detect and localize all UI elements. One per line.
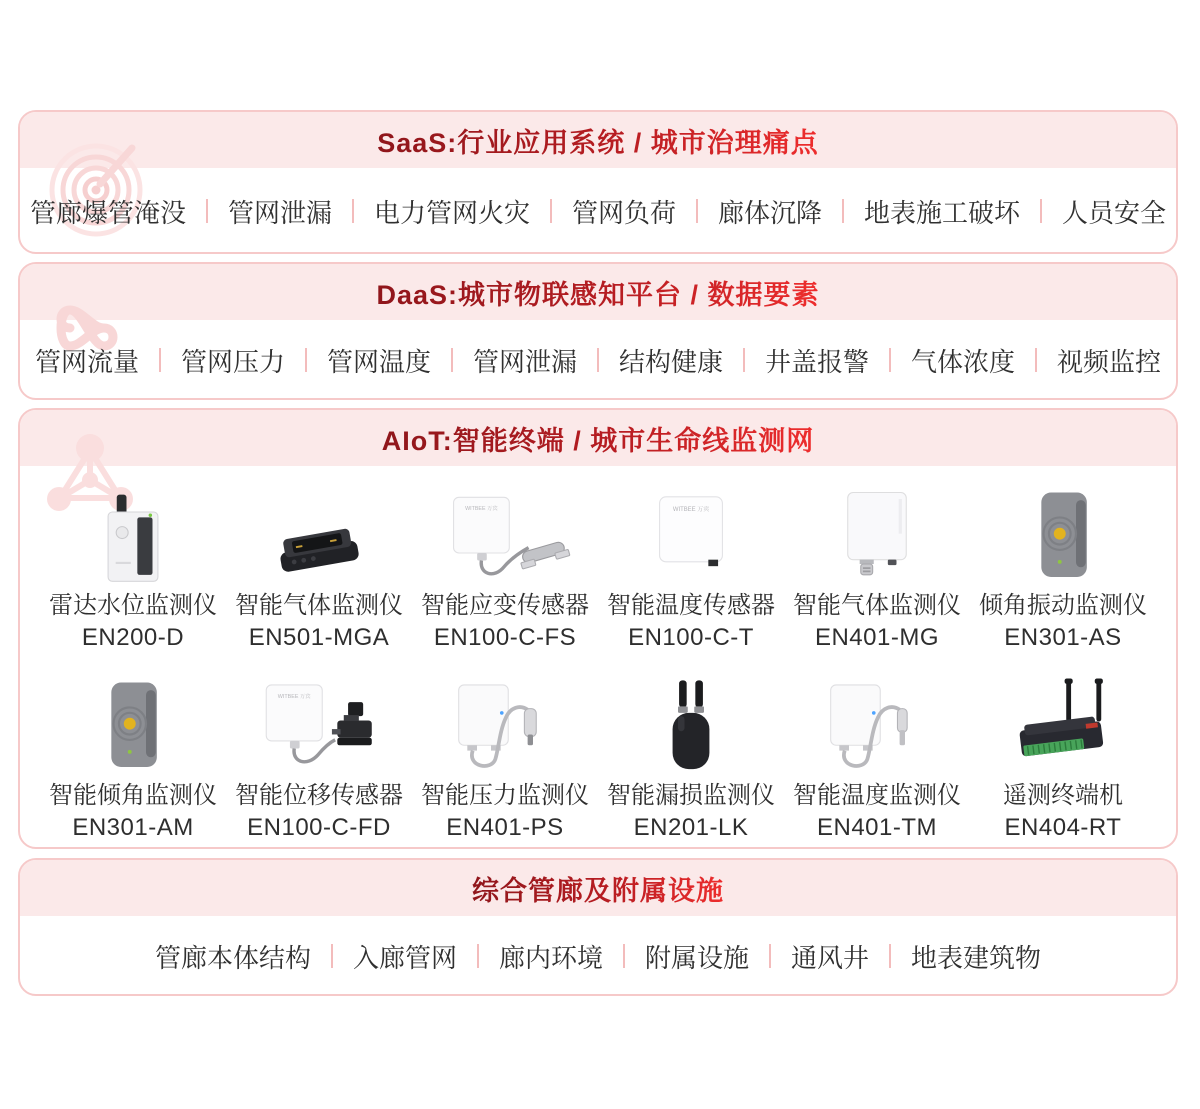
list-item: 地表建筑物 — [911, 942, 1042, 973]
product-name: 智能漏损监测仪 — [607, 782, 775, 809]
list-item: 廊体沉降 — [718, 197, 823, 228]
device-image-en100-c-fd — [226, 660, 412, 780]
facility-title: 综合管廊及附属设施 — [472, 869, 724, 908]
product-card — [40, 660, 226, 849]
product-model: EN401-PS — [446, 814, 564, 841]
item-divider — [769, 944, 771, 968]
daas-header — [20, 264, 1176, 320]
product-model: EN100-C-T — [628, 624, 754, 651]
product-card — [970, 660, 1156, 849]
card-saas — [18, 110, 1178, 254]
list-item: 管网负荷 — [571, 197, 676, 228]
list-item: 通风井 — [791, 942, 870, 973]
item-divider — [696, 199, 698, 223]
product-model: EN301-AS — [1004, 624, 1122, 651]
saas-header — [20, 112, 1176, 168]
product-name: 遥测终端机 — [1003, 782, 1123, 809]
daas-items — [33, 342, 1163, 379]
item-divider — [889, 348, 891, 372]
item-divider — [743, 348, 745, 372]
product-card — [970, 470, 1156, 660]
product-name: 智能压力监测仪 — [421, 782, 589, 809]
facility-body — [20, 916, 1176, 996]
item-divider — [159, 348, 161, 372]
list-item: 管网泄漏 — [472, 346, 577, 377]
product-name: 倾角振动监测仪 — [979, 592, 1147, 619]
aiot-product-row-1 — [20, 470, 1176, 660]
svg-text:WITBEE 万宾: WITBEE 万宾 — [672, 506, 710, 513]
product-card — [598, 660, 784, 849]
product-name: 智能气体监测仪 — [235, 592, 403, 619]
list-item: 管廊爆管淹没 — [29, 197, 186, 228]
device-image-en401-mg — [784, 470, 970, 590]
list-item: 管网泄漏 — [227, 197, 332, 228]
card-aiot — [18, 408, 1178, 849]
svg-text:WITBEE 万宾: WITBEE 万宾 — [465, 506, 498, 513]
product-card — [226, 470, 412, 660]
daas-body — [20, 320, 1176, 400]
product-name: 雷达水位监测仪 — [49, 592, 217, 619]
aiot-title: AIoT:智能终端 / 城市生命线监测网 — [382, 419, 815, 458]
product-card — [226, 660, 412, 849]
list-item: 结构健康 — [619, 346, 724, 377]
svg-text:WITBEE 万宾: WITBEE 万宾 — [277, 693, 311, 700]
list-item: 管网流量 — [34, 346, 139, 377]
device-image-en301-am — [40, 660, 226, 780]
saas-title: SaaS:行业应用系统 / 城市治理痛点 — [377, 121, 819, 160]
item-divider — [352, 199, 354, 223]
item-divider — [451, 348, 453, 372]
list-item: 附属设施 — [645, 942, 750, 973]
list-item: 视频监控 — [1057, 346, 1162, 377]
list-item: 管网压力 — [180, 346, 285, 377]
product-model: EN100-C-FD — [247, 814, 391, 841]
product-card — [784, 470, 970, 660]
list-item: 井盖报警 — [765, 346, 870, 377]
list-item: 管廊本体结构 — [154, 942, 311, 973]
device-image-en100-c-fs — [412, 470, 598, 590]
daas-title: DaaS:城市物联感知平台 / 数据要素 — [376, 273, 819, 312]
list-item: 入廊管网 — [352, 942, 457, 973]
item-divider — [305, 348, 307, 372]
product-name: 智能温度传感器 — [607, 592, 775, 619]
list-item: 人员安全 — [1062, 197, 1167, 228]
product-model: EN404-RT — [1004, 814, 1122, 841]
card-daas — [18, 262, 1178, 400]
list-item: 管网温度 — [326, 346, 431, 377]
item-divider — [889, 944, 891, 968]
facility-items — [153, 938, 1043, 975]
device-image-en401-tm — [784, 660, 970, 780]
product-model: EN201-LK — [633, 814, 749, 841]
product-model: EN100-C-FS — [433, 624, 577, 651]
device-image-en501-mga — [226, 470, 412, 590]
device-image-en100-c-t — [598, 470, 784, 590]
device-image-en301-as — [970, 470, 1156, 590]
product-name: 智能气体监测仪 — [793, 592, 961, 619]
device-image-en201-lk — [598, 660, 784, 780]
product-model: EN501-MGA — [248, 624, 390, 651]
product-name: 智能应变传感器 — [421, 592, 589, 619]
facility-header — [20, 860, 1176, 916]
item-divider — [206, 199, 208, 223]
item-divider — [842, 199, 844, 223]
list-item: 电力管网火灾 — [373, 197, 530, 228]
item-divider — [597, 348, 599, 372]
product-name: 智能位移传感器 — [235, 782, 403, 809]
item-divider — [1040, 199, 1042, 223]
product-model: EN401-TM — [816, 814, 938, 841]
device-image-en404-rt — [970, 660, 1156, 780]
item-divider — [550, 199, 552, 223]
saas-body — [20, 168, 1176, 254]
product-card — [40, 470, 226, 660]
aiot-product-row-2 — [20, 660, 1176, 849]
product-model: EN301-AM — [72, 814, 194, 841]
device-image-en200-d — [40, 470, 226, 590]
product-name: 智能倾角监测仪 — [49, 782, 217, 809]
product-card — [784, 660, 970, 849]
device-image-en401-ps — [412, 660, 598, 780]
item-divider — [331, 944, 333, 968]
aiot-header — [20, 410, 1176, 466]
item-divider — [477, 944, 479, 968]
item-divider — [1035, 348, 1037, 372]
product-model: EN401-MG — [814, 624, 940, 651]
card-facility — [18, 858, 1178, 996]
saas-items — [28, 193, 1168, 230]
product-model: EN200-D — [81, 624, 185, 651]
product-card — [598, 470, 784, 660]
product-card — [412, 470, 598, 660]
item-divider — [623, 944, 625, 968]
product-card — [412, 660, 598, 849]
list-item: 廊内环境 — [498, 942, 603, 973]
list-item: 气体浓度 — [911, 346, 1016, 377]
product-name: 智能温度监测仪 — [793, 782, 961, 809]
list-item: 地表施工破坏 — [864, 197, 1021, 228]
